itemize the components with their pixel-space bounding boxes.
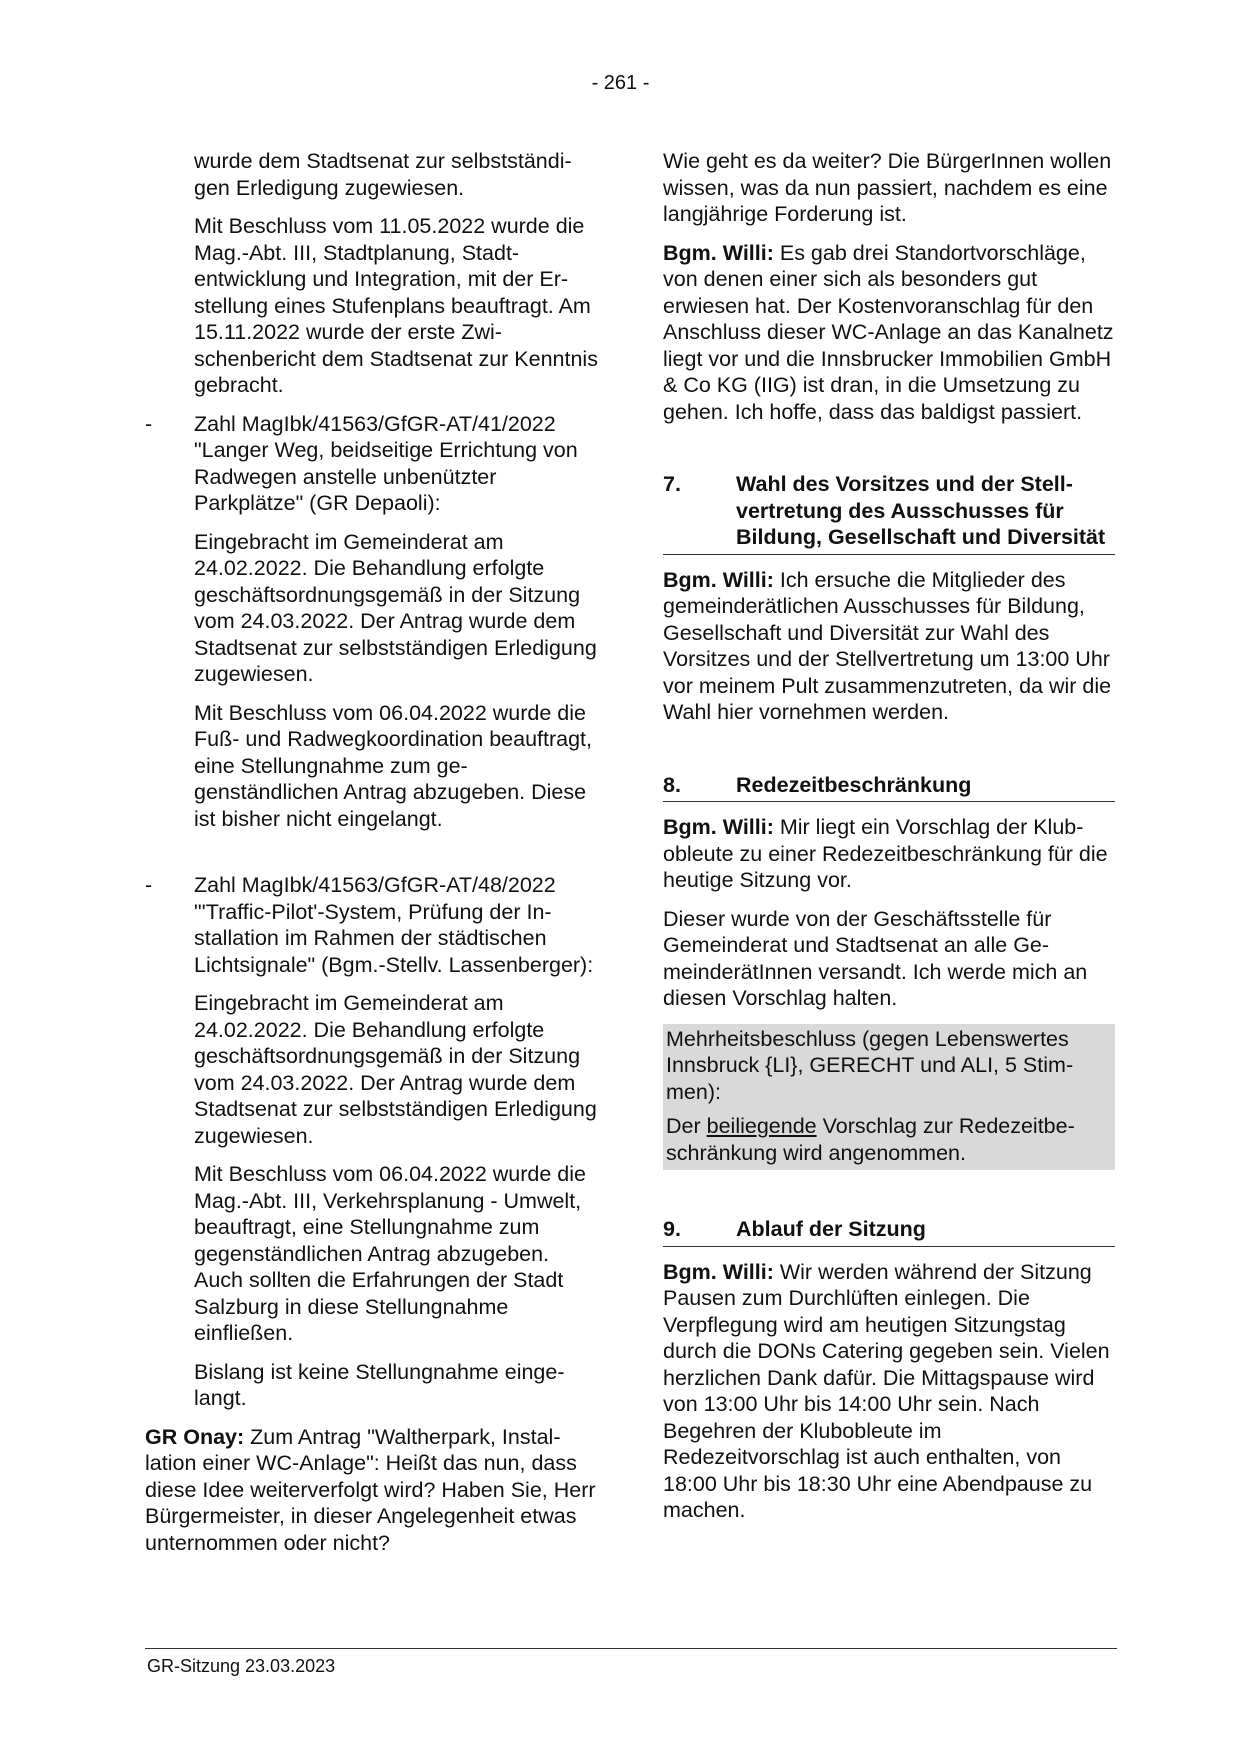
speaker-name: GR Onay: [145,1424,245,1449]
right-column [663,148,1115,1536]
page-number: - 261 - [591,72,650,94]
right-paragraph-4 [663,814,1115,894]
section-number: 7. [663,472,681,496]
resolution-text-a: Der [666,1114,707,1138]
list-item-41-text: Zahl MagIbk/41563/GfGR-AT/41/2022 "Langer Weg, beidseitige Errichtung von Radwegen anstelle unbenützter Parkplätze" (GR Depaoli): [194,411,578,515]
resolution-box [663,1024,1115,1171]
speaker-name: Bgm. Willi: [663,567,774,592]
section-number: 9. [663,1217,681,1241]
speech-text: Wir werden während der Sitzung Pausen zum Durchlüften einlegen. Die Verpflegung wird am heutigen Sitzungstag durch die DONs Catering gegeben sein. Vielen herzlichen Dank dafür. Die Mittagspause wird von 13:00 Uhr bis 14:00 Uhr sein. Nach Begehren der Klubobleute im Redezeitvorschlag ist auch enthalten, von 18:00 Uhr bis 18:30 Uhr eine Abendpause zu machen. [663,1259,1110,1522]
left-paragraph-onay [145,1424,600,1557]
attachment-reference: beiliegende [706,1114,817,1138]
speech-text: Es gab drei Standortvorschläge, von denen einer sich als besonders gut erwiesen hat. Der Kostenvoranschlag für den Anschluss dieser WC-Anlage an das Kanalnetz liegt vor und die Innsbrucker Immobilien GmbH & Co KG (IIG) ist dran, in die Umsetzung zu gehen. Ich hoffe, dass das baldigst passiert. [663,240,1114,424]
right-paragraph-2 [663,240,1115,426]
right-paragraph-6 [663,1259,1115,1524]
list-item-41 [145,411,600,517]
section-title: Redezeitbeschränkung [736,772,972,797]
resolution-text-b: Vorschlag zur Redezeitbeschränkung wird angenommen. [666,1114,1075,1165]
right-paragraph-5: Dieser wurde von der Geschäftsstelle für Gemeinderat und Stadtsenat an alle GemeinderätInnen versandt. Ich werde mich an diesen Vorschlag halten. [663,906,1088,1010]
left-paragraph-6: Mit Beschluss vom 06.04.2022 wurde die Mag.-Abt. III, Verkehrsplanung - Umwelt, beauftragt, eine Stellungnahme zum gegenständlichen Antrag abzugeben. Auch sollten die Erfahrungen der Stadt Salzburg in diese Stellungnahme einfließen. [194,1162,586,1345]
footer-divider [145,1648,1117,1649]
left-paragraph-3: Eingebracht im Gemeinderat am 24.02.2022. Die Behandlung erfolgte geschäftsordnungsgemäß in der Sitzung vom 24.03.2022. Der Antrag wurde dem Stadtsenat zur selbstständigen Erledigung zugewiesen. [194,529,597,686]
speaker-name: Bgm. Willi: [663,240,774,265]
left-paragraph-2: Mit Beschluss vom 11.05.2022 wurde die Mag.-Abt. III, Stadtplanung, Stadtentwicklung und Integration, mit der Erstellung eines Stufenplans beauftragt. Am 15.11.2022 wurde der erste Zwischenbericht dem Stadtsenat zur Kenntnis gebracht. [194,214,598,397]
section-title: Wahl des Vorsitzes und der Stellvertretung des Ausschusses für Bildung, Gesellschaft und Diversität [736,472,1106,549]
left-paragraph-5: Eingebracht im Gemeinderat am 24.02.2022. Die Behandlung erfolgte geschäftsordnungsgemäß in der Sitzung vom 24.03.2022. Der Antrag wurde dem Stadtsenat zur selbstständigen Erledigung zugewiesen. [194,991,597,1148]
left-column [145,148,600,1568]
speaker-name: Bgm. Willi: [663,1259,774,1284]
section-number: 8. [663,772,681,797]
resolution-text [666,1113,1115,1166]
left-paragraph-7: Bislang ist keine Stellungnahme eingelangt. [194,1359,565,1410]
list-item-48 [145,872,600,978]
section-heading-7 [663,471,1115,555]
speaker-name: Bgm. Willi: [663,815,774,839]
dash-bullet: - [145,411,153,436]
section-heading-9 [663,1216,1115,1247]
footer-text: GR-Sitzung 23.03.2023 [147,1656,336,1676]
speech-text: Zum Antrag "Waltherpark, Installation einer WC-Anlage": Heißt das nun, dass diese Idee weiterverfolgt wird? Haben Sie, Herr Bürgermeister, in dieser Angelegenheit etwas unternommen oder nicht? [145,1424,596,1555]
section-title: Ablauf der Sitzung [736,1217,926,1241]
resolution-vote: Mehrheitsbeschluss (gegen Lebenswertes Innsbruck {LI}, GERECHT und ALI, 5 Stimmen): [666,1026,1074,1104]
right-paragraph-3 [663,567,1115,726]
speech-text: Mir liegt ein Vorschlag der Klubobleute zu einer Redezeitbeschränkung für die heutige Sitzung vor. [663,815,1108,892]
list-item-48-text: Zahl MagIbk/41563/GfGR-AT/48/2022 "'Traffic-Pilot'-System, Prüfung der Installation im Rahmen der städtischen Lichtsignale" (Bgm.-Stellv. Lassenberger): [194,873,594,977]
left-paragraph-1: wurde dem Stadtsenat zur selbstständigen Erledigung zugewiesen. [194,149,572,200]
right-paragraph-1: Wie geht es da weiter? Die BürgerInnen wollen wissen, was da nun passiert, nachdem es eine langjährige Forderung ist. [663,149,1112,226]
section-heading-8 [663,772,1115,803]
left-paragraph-4: Mit Beschluss vom 06.04.2022 wurde die Fuß- und Radwegkoordination beauftragt, eine Stellungnahme zum gegenständlichen Antrag abzugeben. Diese ist bisher nicht eingelangt. [194,700,592,831]
speech-text: Ich ersuche die Mitglieder des gemeinderätlichen Ausschusses für Bildung, Gesellschaft und Diversität zur Wahl des Vorsitzes und der Stellvertretung um 13:00 Uhr vor meinem Pult zusammenzutreten, da wir die Wahl hier vornehmen werden. [663,567,1112,724]
dash-bullet: - [145,873,153,897]
